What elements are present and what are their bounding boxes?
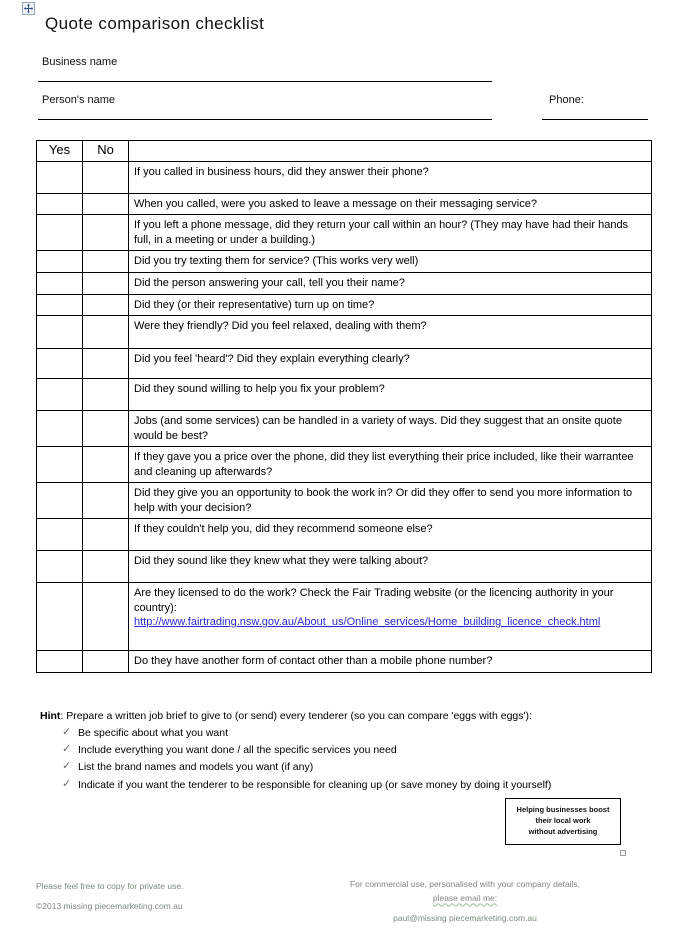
column-header-yes: Yes bbox=[37, 141, 83, 162]
question-cell: When you called, were you asked to leave a message on their messaging service? bbox=[129, 193, 652, 215]
phone-label: Phone: bbox=[549, 94, 584, 106]
yes-checkbox-cell[interactable] bbox=[37, 193, 83, 215]
no-checkbox-cell[interactable] bbox=[83, 161, 129, 193]
table-row bbox=[37, 519, 652, 551]
yes-checkbox-cell[interactable] bbox=[37, 519, 83, 551]
hint-item-text: Indicate if you want the tenderer to be responsible for cleaning up (or save money by doing it yourself) bbox=[78, 778, 552, 791]
checklist-table bbox=[36, 140, 652, 673]
table-row bbox=[37, 583, 652, 651]
footer-commercial-use-text: For commercial use, personalised with your company details, bbox=[349, 879, 581, 889]
no-checkbox-cell[interactable] bbox=[83, 251, 129, 273]
no-checkbox-cell[interactable] bbox=[83, 349, 129, 379]
yes-checkbox-cell[interactable] bbox=[37, 411, 83, 447]
tagline-box bbox=[505, 798, 621, 845]
yes-checkbox-cell[interactable] bbox=[37, 651, 83, 673]
no-checkbox-cell[interactable] bbox=[83, 483, 129, 519]
column-header-question bbox=[129, 141, 652, 162]
question-cell: If you left a phone message, did they return your call within an hour? (They may have had their hands full, in a meeting or under a building.) bbox=[129, 215, 652, 251]
question-cell: Did you try texting them for service? (This works very well) bbox=[129, 251, 652, 273]
table-row bbox=[37, 316, 652, 349]
table-header-row bbox=[37, 141, 652, 162]
yes-checkbox-cell[interactable] bbox=[37, 583, 83, 651]
hint-intro: : Prepare a written job brief to give to (or send) every tenderer (so you can compare 'eggs with eggs'): bbox=[60, 710, 532, 722]
question-cell bbox=[129, 583, 652, 651]
question-cell: If they gave you a price over the phone, did they list everything their price included, like their warrantee and cleaning up afterwards? bbox=[129, 447, 652, 483]
hint-item-text: List the brand names and models you want (if any) bbox=[78, 761, 314, 774]
question-text: Are they licensed to do the work? Check the Fair Trading website (or the licencing authority in your country): bbox=[134, 587, 614, 614]
footer-email-prompt: please email me: bbox=[432, 893, 498, 904]
yes-checkbox-cell[interactable] bbox=[37, 379, 83, 411]
business-name-input-line[interactable] bbox=[38, 81, 492, 82]
footer-copyright: ©2013 missing piecemarketing.com.au bbox=[36, 900, 183, 911]
table-row bbox=[37, 651, 652, 673]
yes-checkbox-cell[interactable] bbox=[37, 349, 83, 379]
question-cell: Did they sound like they knew what they were talking about? bbox=[129, 551, 652, 583]
person-name-input-line[interactable] bbox=[38, 119, 492, 120]
question-cell: Do they have another form of contact other than a mobile phone number? bbox=[129, 651, 652, 673]
yes-checkbox-cell[interactable] bbox=[37, 551, 83, 583]
page-title: Quote comparison checklist bbox=[45, 14, 265, 33]
tagline-line-3: without advertising bbox=[528, 826, 598, 836]
table-move-handle-icon[interactable] bbox=[22, 2, 35, 15]
table-row bbox=[37, 215, 652, 251]
no-checkbox-cell[interactable] bbox=[83, 447, 129, 483]
tagline-line-1: Helping businesses boost bbox=[516, 805, 610, 815]
yes-checkbox-cell[interactable] bbox=[37, 251, 83, 273]
column-header-no: No bbox=[83, 141, 129, 162]
footer-right bbox=[300, 877, 630, 925]
check-icon: ✓ bbox=[62, 777, 72, 790]
hint-label: Hint bbox=[40, 710, 61, 722]
tagline-line-2: their local work bbox=[535, 816, 591, 826]
no-checkbox-cell[interactable] bbox=[83, 316, 129, 349]
no-checkbox-cell[interactable] bbox=[83, 215, 129, 251]
check-icon: ✓ bbox=[62, 760, 72, 773]
no-checkbox-cell[interactable] bbox=[83, 551, 129, 583]
footer-private-use-text: Please feel free to copy for private use. bbox=[36, 881, 184, 891]
question-cell: Did the person answering your call, tell you their name? bbox=[129, 273, 652, 295]
yes-checkbox-cell[interactable] bbox=[37, 215, 83, 251]
yes-checkbox-cell[interactable] bbox=[37, 483, 83, 519]
question-cell: If you called in business hours, did they answer their phone? bbox=[129, 161, 652, 193]
table-row bbox=[37, 349, 652, 379]
footer-left bbox=[36, 877, 183, 917]
no-checkbox-cell[interactable] bbox=[83, 411, 129, 447]
table-row bbox=[37, 379, 652, 411]
table-row bbox=[37, 161, 652, 193]
yes-checkbox-cell[interactable] bbox=[37, 161, 83, 193]
yes-checkbox-cell[interactable] bbox=[37, 273, 83, 295]
no-checkbox-cell[interactable] bbox=[83, 294, 129, 316]
yes-checkbox-cell[interactable] bbox=[37, 316, 83, 349]
table-row bbox=[37, 193, 652, 215]
person-name-label: Person's name bbox=[42, 94, 116, 106]
no-checkbox-cell[interactable] bbox=[83, 273, 129, 295]
hint-list bbox=[40, 727, 655, 792]
check-icon: ✓ bbox=[62, 743, 72, 756]
table-row bbox=[37, 483, 652, 519]
hint-block bbox=[40, 710, 655, 796]
question-cell: Did they give you an opportunity to book the work in? Or did they offer to send you more information to help with your decision? bbox=[129, 483, 652, 519]
yes-checkbox-cell[interactable] bbox=[37, 447, 83, 483]
table-row bbox=[37, 551, 652, 583]
no-checkbox-cell[interactable] bbox=[83, 583, 129, 651]
resize-handle[interactable] bbox=[620, 850, 626, 856]
table-row bbox=[37, 411, 652, 447]
no-checkbox-cell[interactable] bbox=[83, 519, 129, 551]
table-row bbox=[37, 251, 652, 273]
list-item bbox=[40, 727, 655, 740]
checklist-body bbox=[37, 161, 652, 672]
fair-trading-link[interactable]: http://www.fairtrading.nsw.gov.au/About_us/Online_services/Home_building_licence_check.html bbox=[134, 616, 601, 629]
question-cell: Did they (or their representative) turn up on time? bbox=[129, 294, 652, 316]
question-cell: Did you feel 'heard'? Did they explain everything clearly? bbox=[129, 349, 652, 379]
list-item bbox=[40, 744, 655, 757]
table-row bbox=[37, 447, 652, 483]
no-checkbox-cell[interactable] bbox=[83, 193, 129, 215]
table-row bbox=[37, 294, 652, 316]
list-item bbox=[40, 761, 655, 774]
table-row bbox=[37, 273, 652, 295]
hint-item-text: Include everything you want done / all the specific services you need bbox=[78, 744, 397, 757]
yes-checkbox-cell[interactable] bbox=[37, 294, 83, 316]
tagline-text bbox=[517, 805, 610, 838]
hint-item-text: Be specific about what you want bbox=[78, 727, 229, 740]
phone-input-line[interactable] bbox=[542, 119, 648, 120]
no-checkbox-cell[interactable] bbox=[83, 379, 129, 411]
footer-email-address[interactable]: paul@missing piecemarketing.com.au bbox=[393, 912, 537, 923]
question-cell: Were they friendly? Did you feel relaxed, dealing with them? bbox=[129, 316, 652, 349]
no-checkbox-cell[interactable] bbox=[83, 651, 129, 673]
check-icon: ✓ bbox=[62, 726, 72, 739]
hint-heading bbox=[40, 710, 655, 723]
question-cell: Jobs (and some services) can be handled in a variety of ways. Did they suggest that an onsite quote would be best? bbox=[129, 411, 652, 447]
question-cell: If they couldn't help you, did they recommend someone else? bbox=[129, 519, 652, 551]
list-item bbox=[40, 779, 655, 792]
question-cell: Did they sound willing to help you fix your problem? bbox=[129, 379, 652, 411]
business-name-label: Business name bbox=[42, 56, 118, 68]
